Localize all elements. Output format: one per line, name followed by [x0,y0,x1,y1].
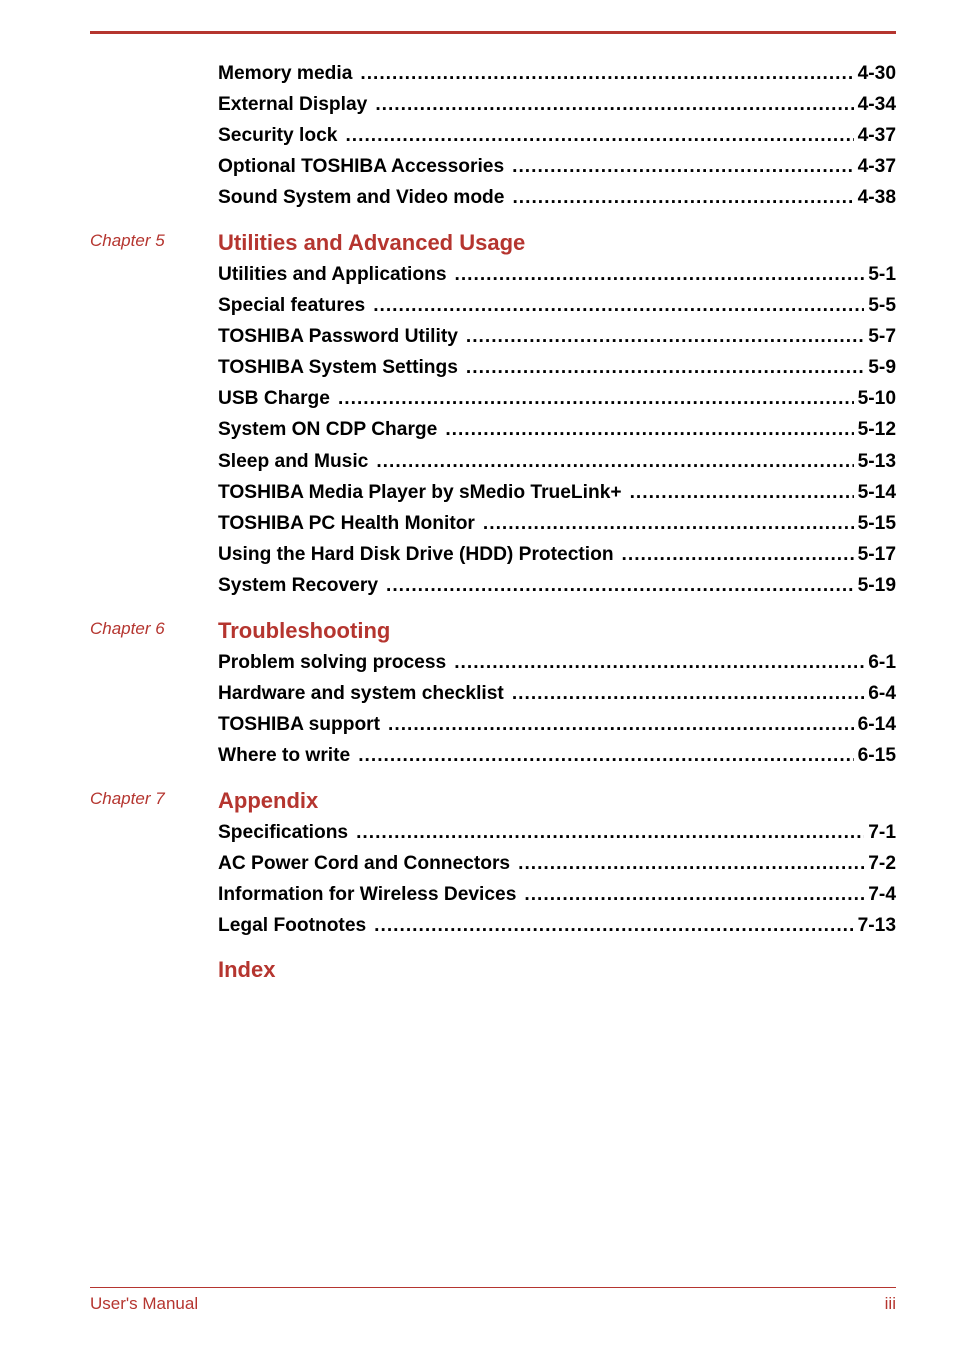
dot-leader [483,513,854,535]
toc-entry-title: USB Charge [218,388,330,409]
toc-entry-title: Special features [218,295,366,316]
toc-entry[interactable] [218,714,896,738]
toc-entry[interactable] [218,94,896,118]
toc-entry[interactable] [218,187,896,211]
toc-entry-title: Sound System and Video mode [218,187,505,208]
dot-leader [376,451,853,473]
toc-entry-title: Information for Wireless Devices [218,884,517,905]
dot-leader [512,156,853,178]
toc-entry-page: 4-37 [857,156,896,177]
toc-entry-title: Specifications [218,822,349,843]
toc-entry-page: 5-10 [857,388,896,409]
dot-leader [466,326,864,348]
toc-entry-page: 4-37 [857,125,896,146]
toc-entry-page: 4-34 [857,94,896,115]
header-rule [90,31,896,34]
toc-entry[interactable] [218,419,896,443]
toc-entry[interactable] [218,63,896,87]
toc-entry-page: 5-15 [857,513,896,534]
dot-leader [455,264,865,286]
toc-entry-page: 6-1 [868,652,896,673]
dot-leader [622,544,854,566]
toc-entry[interactable] [218,853,896,877]
toc-entry-page: 5-1 [868,264,896,285]
index-title[interactable]: Index [218,957,276,982]
dot-leader [512,187,853,209]
toc-entry-title: System Recovery [218,575,378,596]
dot-leader [630,482,854,504]
toc-entry-title: Utilities and Applications [218,264,447,285]
toc-entry-page: 5-17 [857,544,896,565]
toc-entry-page: 5-5 [868,295,896,316]
dot-leader [466,357,864,379]
toc-entry[interactable] [218,295,896,319]
dot-leader [512,683,864,705]
toc-entry-page: 4-30 [857,63,896,84]
toc-entry-title: Where to write [218,745,351,766]
toc-entry-title: Problem solving process [218,652,447,673]
chapter-title[interactable]: Appendix [218,788,319,813]
toc-entry-page: 6-15 [857,745,896,766]
toc-entry[interactable] [218,652,896,676]
chapter-label: Chapter 6 [90,619,165,638]
dot-leader [388,714,854,736]
toc-entry[interactable] [218,451,896,475]
chapter-label: Chapter 5 [90,231,165,250]
chapter-title[interactable]: Utilities and Advanced Usage [218,230,526,255]
dot-leader [375,94,853,116]
dot-leader [518,853,864,875]
toc-entry-title: Optional TOSHIBA Accessories [218,156,505,177]
toc-entry[interactable] [218,357,896,381]
toc-entry[interactable] [218,125,896,149]
toc-entry-title: External Display [218,94,368,115]
toc-entry[interactable] [218,513,896,537]
toc-entry-title: TOSHIBA Media Player by sMedio TrueLink+ [218,482,622,503]
chapter-label: Chapter 7 [90,789,165,808]
toc-entry[interactable] [218,575,896,599]
dot-leader [524,884,864,906]
toc-entry-page: 6-14 [857,714,896,735]
dot-leader [360,63,853,85]
toc-entry-page: 5-7 [868,326,896,347]
toc-entry[interactable] [218,884,896,908]
toc-entry-page: 7-4 [868,884,896,905]
toc-entry[interactable] [218,326,896,350]
dot-leader [358,745,853,767]
toc-entry-page: 5-12 [857,419,896,440]
chapter-title[interactable]: Troubleshooting [218,618,391,643]
footer-rule [90,1287,896,1288]
toc-entry[interactable] [218,482,896,506]
footer-manual-title: User's Manual [90,1294,199,1313]
toc-entry-title: System ON CDP Charge [218,419,438,440]
dot-leader [373,295,864,317]
toc-entry-page: 5-19 [857,575,896,596]
toc-entry-page: 7-1 [868,822,896,843]
toc-entry-title: TOSHIBA Password Utility [218,326,458,347]
toc-entry-title: Memory media [218,63,353,84]
toc-entry[interactable] [218,388,896,412]
toc-entry[interactable] [218,745,896,769]
toc-entry-page: 7-13 [857,915,896,936]
toc-entry-title: AC Power Cord and Connectors [218,853,511,874]
dot-leader [338,388,854,410]
dot-leader [356,822,864,844]
dot-leader [445,419,853,441]
toc-entry[interactable] [218,683,896,707]
toc-entry-page: 4-38 [857,187,896,208]
dot-leader [374,915,853,937]
toc-entry-page: 5-9 [868,357,896,378]
toc-entry-title: Legal Footnotes [218,915,367,936]
toc-entry[interactable] [218,264,896,288]
toc-entry-page: 5-13 [857,451,896,472]
dot-leader [386,575,854,597]
toc-entry[interactable] [218,156,896,180]
dot-leader [454,652,864,674]
toc-entry-title: Security lock [218,125,338,146]
dot-leader [345,125,853,147]
toc-entry[interactable] [218,544,896,568]
toc-entry[interactable] [218,822,896,846]
footer-page-number: iii [884,1294,896,1313]
toc-entry-title: TOSHIBA support [218,714,381,735]
toc-entry-title: Hardware and system checklist [218,683,504,704]
toc-entry-title: TOSHIBA System Settings [218,357,458,378]
toc-entry-page: 5-14 [857,482,896,503]
toc-entry-title: TOSHIBA PC Health Monitor [218,513,475,534]
toc-entry-title: Sleep and Music [218,451,369,472]
toc-entry-page: 7-2 [868,853,896,874]
toc-entry-title: Using the Hard Disk Drive (HDD) Protection [218,544,614,565]
toc-entry[interactable] [218,915,896,939]
toc-entry-page: 6-4 [868,683,896,704]
